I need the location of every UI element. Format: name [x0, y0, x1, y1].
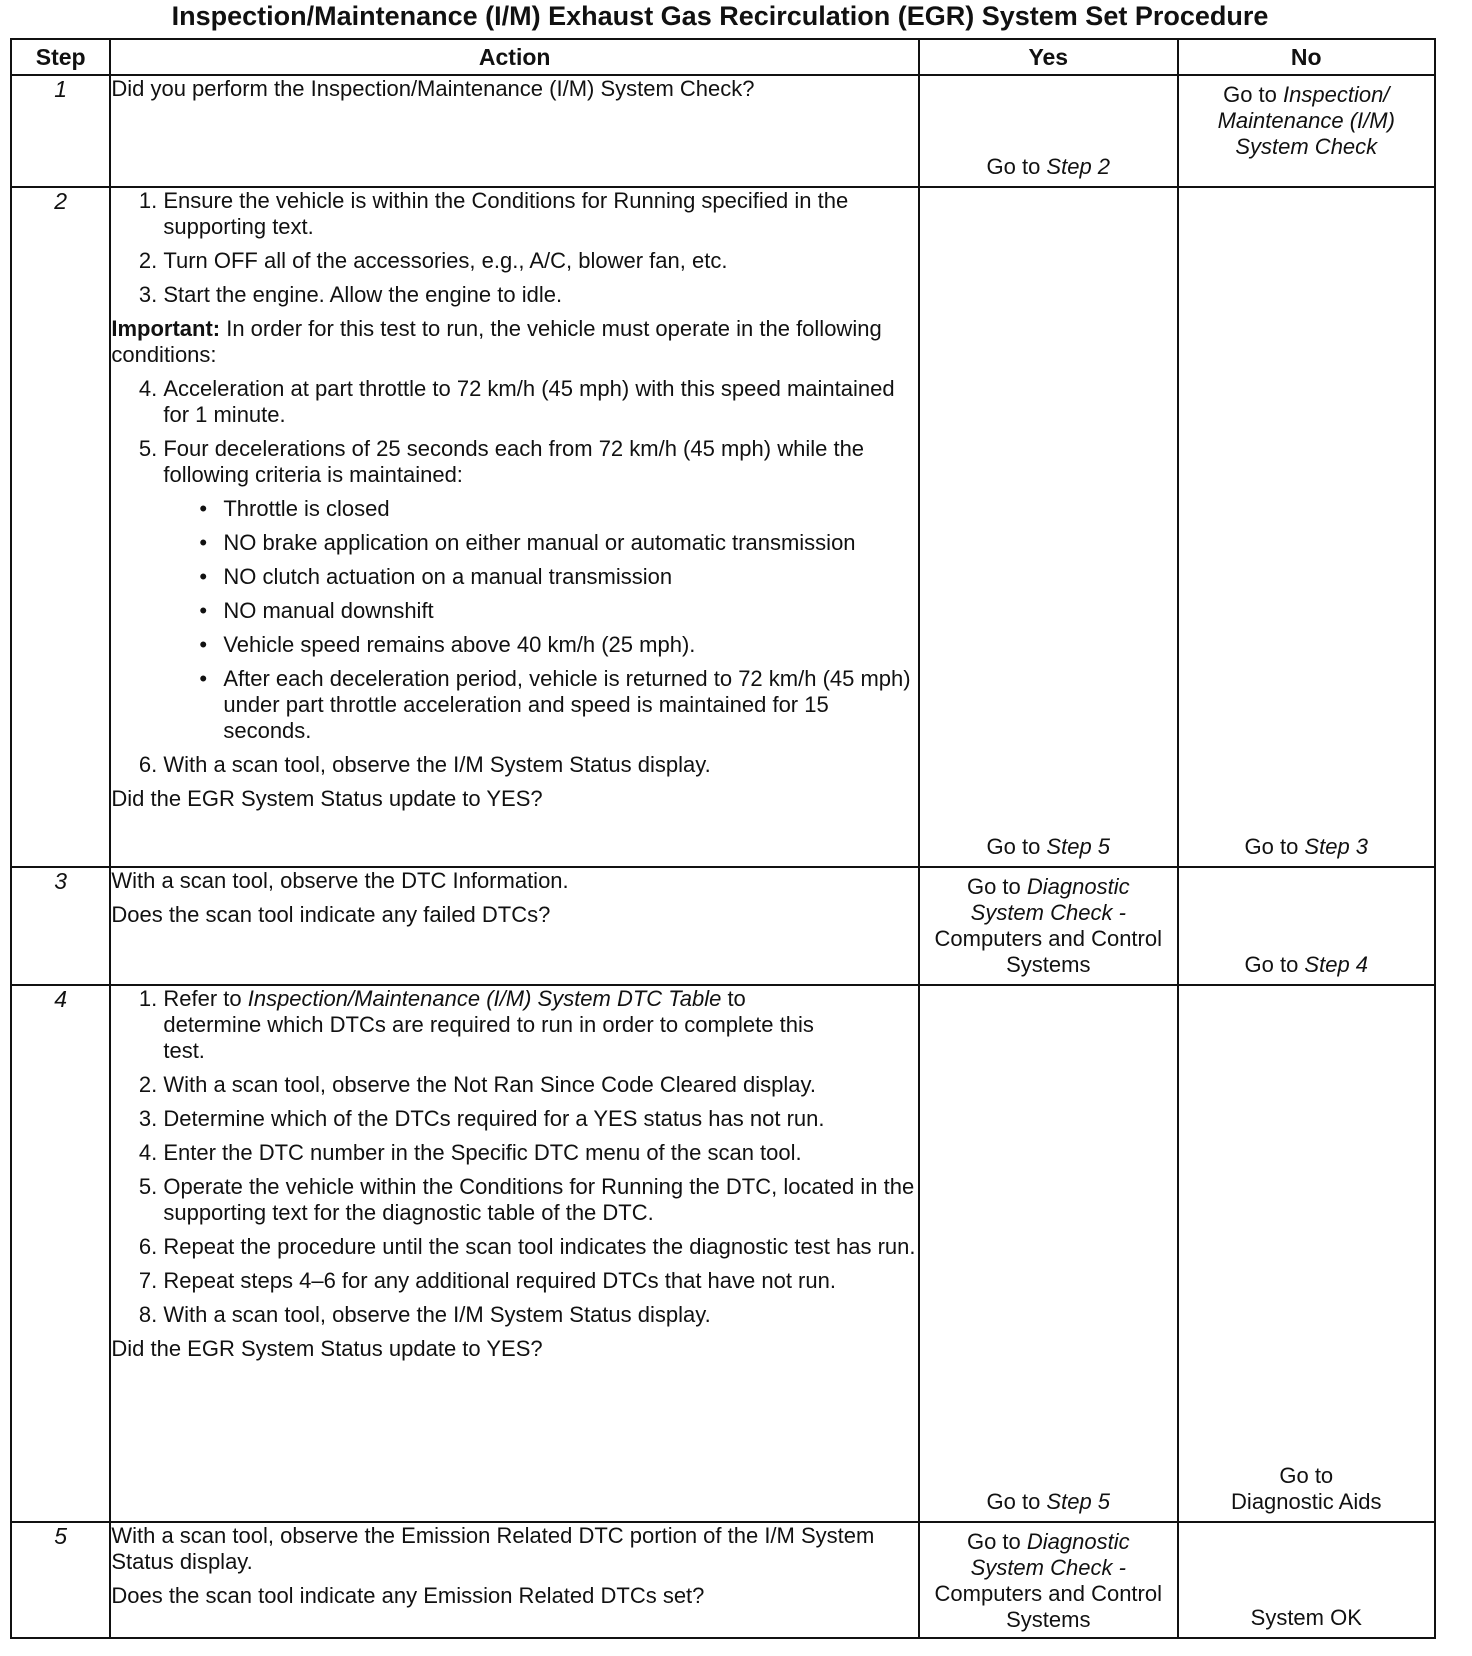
yes-result	[920, 834, 1177, 860]
yes-result	[920, 154, 1177, 180]
action-item: 3. Start the engine. Allow the engine to idle.	[163, 282, 918, 308]
action-question: Did you perform the Inspection/Maintenance (I/M) System Check?	[111, 76, 755, 101]
action-cell	[110, 985, 919, 1522]
header-step: Step	[11, 39, 110, 75]
action-item-text: to determine which DTCs are required to run in order to complete this test.	[163, 986, 814, 1063]
action-question: Did the EGR System Status update to YES?	[111, 1336, 543, 1361]
procedure-link[interactable]: Diagnostic System Check -	[970, 1529, 1130, 1580]
action-item: 8. With a scan tool, observe the I/M System Status display.	[163, 1302, 848, 1328]
yes-prefix: Go to	[986, 1489, 1047, 1514]
table-row	[11, 867, 1435, 985]
action-item: 2. With a scan tool, observe the Not Ran Since Code Cleared display.	[163, 1072, 848, 1098]
action-item: 7. Repeat steps 4–6 for any additional required DTCs that have not run.	[163, 1268, 848, 1294]
action-cell	[110, 1522, 919, 1638]
no-result: System OK	[1250, 1605, 1362, 1630]
no-cell	[1178, 985, 1435, 1522]
action-list	[111, 376, 918, 778]
step-link[interactable]: Step 5	[1046, 834, 1111, 859]
table-link[interactable]: Inspection/Maintenance (I/M) System DTC Table	[247, 986, 722, 1011]
no-cell	[1178, 867, 1435, 985]
step-link[interactable]: Step 4	[1304, 952, 1369, 977]
no-prefix: Go to	[1244, 952, 1305, 977]
table-row	[11, 75, 1435, 187]
action-item: 5. Operate the vehicle within the Conditions for Running the DTC, located in the supporting text for the diagnostic table of the DTC.	[163, 1174, 918, 1226]
action-item: 6. With a scan tool, observe the I/M System Status display.	[163, 752, 918, 778]
no-cell	[1178, 1522, 1435, 1638]
criteria-list	[163, 496, 918, 744]
table-row	[11, 1522, 1435, 1638]
action-item	[163, 436, 918, 744]
step-number: 2	[11, 187, 110, 867]
important-label: Important:	[111, 316, 221, 341]
no-result	[1179, 952, 1434, 978]
yes-prefix: Go to	[986, 834, 1047, 859]
yes-cell	[919, 75, 1178, 187]
action-question: Does the scan tool indicate any Emission Related DTCs set?	[111, 1583, 705, 1608]
action-item	[163, 986, 848, 1064]
step-number: 3	[11, 867, 110, 985]
table-row	[11, 187, 1435, 867]
table-row	[11, 985, 1435, 1522]
action-instruction: With a scan tool, observe the Emission Related DTC portion of the I/M System Status display.	[111, 1523, 875, 1574]
action-item: 6. Repeat the procedure until the scan tool indicates the diagnostic test has run.	[163, 1234, 918, 1260]
criteria-item: • After each deceleration period, vehicle is returned to 72 km/h (45 mph) under part throttle acceleration and speed is maintained for 15 seconds.	[199, 666, 918, 744]
action-item: 3. Determine which of the DTCs required for a YES status has not run.	[163, 1106, 848, 1132]
action-cell	[110, 867, 919, 985]
action-instruction: With a scan tool, observe the DTC Information.	[111, 868, 569, 893]
criteria-item: • NO manual downshift	[199, 598, 918, 624]
step-link[interactable]: Step 3	[1304, 834, 1369, 859]
action-item: 2. Turn OFF all of the accessories, e.g., A/C, blower fan, etc.	[163, 248, 918, 274]
step-link[interactable]: Step 5	[1046, 1489, 1111, 1514]
no-result	[1179, 834, 1434, 860]
important-note	[111, 316, 918, 368]
yes-cell	[919, 985, 1178, 1522]
header-action: Action	[110, 39, 919, 75]
procedure-link[interactable]: Inspection/ Maintenance (I/M) System Check	[1217, 82, 1395, 159]
header-no: No	[1178, 39, 1435, 75]
procedure-table	[10, 38, 1436, 1639]
action-item-text: Refer to	[163, 986, 248, 1011]
important-text: In order for this test to run, the vehicle must operate in the following conditions:	[111, 316, 882, 367]
step-number: 4	[11, 985, 110, 1522]
no-result[interactable]: Go to Diagnostic Aids	[1231, 1463, 1382, 1514]
yes-prefix: Go to	[986, 154, 1047, 179]
action-item-text: Four decelerations of 25 seconds each from 72 km/h (45 mph) while the following criteria is maintained:	[163, 436, 865, 487]
action-item: 4. Enter the DTC number in the Specific DTC menu of the scan tool.	[163, 1140, 848, 1166]
criteria-item: • Throttle is closed	[199, 496, 918, 522]
action-cell	[110, 187, 919, 867]
step-number: 1	[11, 75, 110, 187]
action-question: Did the EGR System Status update to YES?	[111, 786, 543, 811]
yes-result	[920, 1523, 1177, 1633]
action-list	[111, 986, 918, 1328]
header-yes: Yes	[919, 39, 1178, 75]
step-link[interactable]: Step 2	[1046, 154, 1111, 179]
yes-prefix: Go to	[966, 1529, 1027, 1554]
yes-cell	[919, 867, 1178, 985]
yes-prefix: Go to	[966, 874, 1027, 899]
yes-suffix: Computers and Control Systems	[934, 926, 1162, 977]
yes-cell	[919, 1522, 1178, 1638]
action-item: 1. Ensure the vehicle is within the Conditions for Running specified in the supporting text.	[163, 188, 918, 240]
step-number: 5	[11, 1522, 110, 1638]
no-cell	[1178, 75, 1435, 187]
page-title: Inspection/Maintenance (I/M) Exhaust Gas Recirculation (EGR) System Set Procedure	[171, 1, 1269, 31]
no-prefix: Go to	[1244, 834, 1305, 859]
yes-result	[920, 1489, 1177, 1515]
criteria-item: • NO brake application on either manual or automatic transmission	[199, 530, 918, 556]
action-list	[111, 188, 918, 308]
action-item: 4. Acceleration at part throttle to 72 km/h (45 mph) with this speed maintained for 1 minute.	[163, 376, 918, 428]
yes-cell	[919, 187, 1178, 867]
action-cell	[110, 75, 919, 187]
no-prefix: Go to	[1223, 82, 1284, 107]
no-result	[1179, 76, 1434, 160]
header-row	[11, 39, 1435, 75]
no-cell	[1178, 187, 1435, 867]
action-question: Does the scan tool indicate any failed DTCs?	[111, 902, 551, 927]
criteria-item: • Vehicle speed remains above 40 km/h (25 mph).	[199, 632, 918, 658]
yes-suffix: Computers and Control Systems	[934, 1581, 1162, 1632]
yes-result	[920, 868, 1177, 978]
criteria-item: • NO clutch actuation on a manual transmission	[199, 564, 918, 590]
procedure-link[interactable]: Diagnostic System Check -	[970, 874, 1130, 925]
